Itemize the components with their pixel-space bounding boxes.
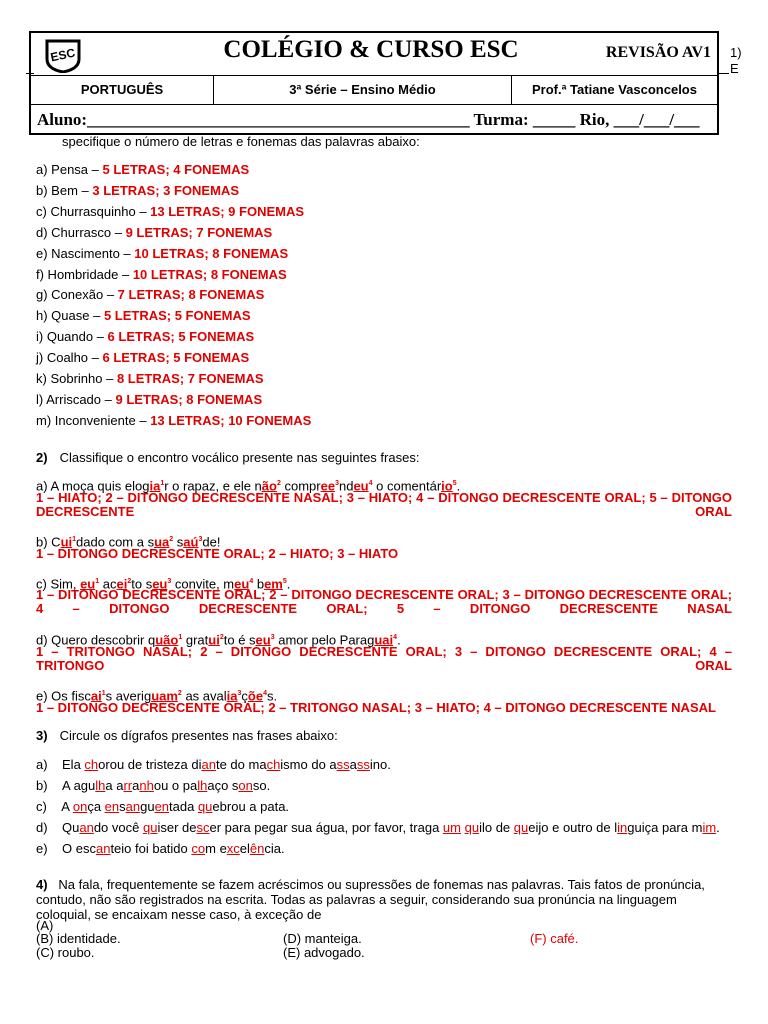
q2-answer-d: 1 – TRITONGO NASAL; 2 – DITONGO DECRESCENTE ORAL; 3 – DITONGO DECRESCENTE ORAL; 4 – TRITONGO ORAL bbox=[36, 644, 732, 673]
q1-item-answer: 10 LETRAS; 8 FONEMAS bbox=[132, 266, 287, 282]
q1-item bbox=[36, 225, 272, 240]
header-title-row bbox=[31, 33, 717, 76]
q2-answer-e: 1 – DITONGO DECRESCENTE ORAL; 2 – TRITONGO NASAL; 3 – HIATO; 4 – DITONGO DECRESCENTE NASAL bbox=[36, 700, 716, 715]
q1-item-label: l) Arriscado – bbox=[36, 391, 116, 407]
q3-number: 3) bbox=[36, 728, 48, 743]
side-note-letter: E bbox=[730, 61, 739, 76]
q3-heading bbox=[36, 728, 338, 743]
right-margin-mark bbox=[719, 73, 729, 74]
q1-item-answer: 6 LETRAS; 5 FONEMAS bbox=[102, 350, 250, 366]
q2-text: Classifique o encontro vocálico presente nas seguintes frases: bbox=[59, 450, 420, 465]
q1-item-label: a) Pensa – bbox=[36, 162, 103, 177]
q4-text: Na fala, frequentemente se fazem acréscimos ou supressões de fonemas nas palavras. Tais fatos de pronúncia, contudo, não são registrados na escrita. Todas as palavras a seguir, considerando sua pronúncia na linguagem coloquial, se encaixam nesse caso, à exceção de bbox=[36, 877, 705, 922]
q2-answer-c: 1 – DITONGO DECRESCENTE ORAL; 2 – DITONGO DECRESCENTE ORAL; 3 – DITONGO DECRESCENTE ORAL; 4 – DITONGO DECRESCENTE ORAL; 5 – DITONGO DECRESCENTE NASAL bbox=[36, 587, 732, 616]
q1-item bbox=[36, 371, 264, 386]
q1-item-label: d) Churrasco – bbox=[36, 224, 126, 240]
q3-sentence-d: d) Quando você quiser descer para pegar sua água, por favor, traga um quilo de queijo e outro de linguiça para mim. bbox=[36, 820, 720, 835]
q1-item bbox=[36, 246, 288, 261]
q4-number: 4) bbox=[36, 877, 48, 892]
q1-item bbox=[36, 308, 251, 323]
q1-item bbox=[36, 329, 254, 344]
q3-sentence-c: c) A onça ensanguentada quebrou a pata. bbox=[36, 799, 290, 814]
q2-answer-a: 1 – HIATO; 2 – DITONGO DECRESCENTE NASAL; 3 – HIATO; 4 – DITONGO DECRESCENTE ORAL; 5 – DITONGO DECRESCENTE ORAL bbox=[36, 490, 732, 519]
svg-text:ESC: ESC bbox=[49, 45, 77, 65]
q2-answer-b: 1 – DITONGO DECRESCENTE ORAL; 2 – HIATO; 3 – HIATO bbox=[36, 546, 399, 561]
school-logo-icon bbox=[41, 39, 85, 73]
q4-text-block bbox=[36, 877, 732, 922]
q1-item bbox=[36, 350, 249, 365]
q4-option-a: (A) bbox=[36, 918, 54, 933]
header-info-row bbox=[31, 76, 717, 105]
q1-item-label: e) Nascimento – bbox=[36, 245, 135, 261]
q1-item bbox=[36, 287, 264, 302]
q1-item-answer: 6 LETRAS; 5 FONEMAS bbox=[107, 329, 255, 345]
q2-sentence-e: e) Os fiscai$^1$s averiguam$^2$ as avalia$^3$çõe$^4$s. bbox=[36, 688, 278, 704]
q2-heading bbox=[36, 450, 419, 465]
side-note-number: 1) bbox=[730, 45, 742, 60]
q1-item-answer: 13 LETRAS; 9 FONEMAS bbox=[150, 203, 305, 219]
q2-sentence-c: c) Sim, $eu^1$ acei$^2$to seu$^3$ convite, meu$^4$ bem$^5$. bbox=[36, 576, 291, 592]
student-line: Aluno:_____________________________________________ Turma: _____ Rio, ___/___/___ bbox=[37, 110, 700, 129]
q1-item-label: k) Sobrinho – bbox=[36, 371, 117, 386]
q1-item-answer: 7 LETRAS; 8 FONEMAS bbox=[117, 287, 265, 303]
q1-item-label: g) Conexão – bbox=[36, 287, 118, 303]
teacher-cell: Prof.ª Tatiane Vasconcelos bbox=[532, 82, 697, 97]
q1-item-answer: 9 LETRAS; 7 FONEMAS bbox=[125, 224, 273, 240]
q1-item-label: m) Inconveniente – bbox=[36, 412, 151, 428]
q1-item-answer: 8 LETRAS; 7 FONEMAS bbox=[116, 371, 264, 386]
q1-item-label: j) Coalho – bbox=[36, 350, 103, 366]
grade-cell: 3ª Série – Ensino Médio bbox=[214, 76, 512, 104]
q1-item bbox=[36, 267, 287, 282]
q1-item bbox=[36, 183, 239, 198]
subject-cell: PORTUGUÊS bbox=[31, 76, 214, 104]
q4-option-c: (C) roubo. bbox=[36, 945, 95, 960]
q1-intro: specifique o número de letras e fonemas das palavras abaixo: bbox=[62, 134, 420, 149]
q2-sentence-d: d) Quero descobrir quão$^1$ gratui$^2$to é seu$^3$ amor pelo Paraguai$^4$. bbox=[36, 632, 401, 648]
q1-item-answer: 9 LETRAS; 8 FONEMAS bbox=[115, 391, 263, 407]
q4-option-d: (D) manteiga. bbox=[283, 931, 362, 946]
q3-sentence-b: b) A agulha arranhou o palhaço sonso. bbox=[36, 778, 271, 793]
q1-item-label: h) Quase – bbox=[36, 308, 104, 324]
side-note bbox=[730, 45, 742, 77]
q1-item bbox=[36, 204, 304, 219]
header-box bbox=[29, 31, 719, 135]
q1-item-answer: 13 LETRAS; 10 FONEMAS bbox=[150, 412, 312, 428]
q1-item-answer: 10 LETRAS; 8 FONEMAS bbox=[134, 245, 289, 261]
q4-option-b: (B) identidade. bbox=[36, 931, 121, 946]
q1-item-label: i) Quando – bbox=[36, 329, 108, 345]
q3-sentence-a: a) Ela chorou de tristeza diante do machismo do assassino. bbox=[36, 757, 391, 772]
q1-item-answer: 5 LETRAS; 4 FONEMAS bbox=[102, 162, 250, 177]
school-name: COLÉGIO & CURSO ESC bbox=[223, 36, 519, 63]
q4-option-f: (F) café. bbox=[530, 931, 579, 946]
q1-item-label: b) Bem – bbox=[36, 182, 93, 198]
q1-item bbox=[36, 162, 249, 177]
q2-sentence-b: b) Cui$^1$dado com a sua$^2$ saú$^3$de! bbox=[36, 534, 221, 550]
q1-item-answer: 5 LETRAS; 5 FONEMAS bbox=[103, 308, 251, 324]
q3-sentence-e: e) O escanteio foi batido com excelência. bbox=[36, 841, 285, 856]
q2-sentence-a: a) A moça quis elogia$^1$r o rapaz, e ele não$^2$ compree$^3$ndeu$^4$ o comentário$^5$. bbox=[36, 478, 461, 494]
q1-item-label: c) Churrasquinho – bbox=[36, 203, 151, 219]
q1-item-answer: 3 LETRAS; 3 FONEMAS bbox=[92, 182, 239, 198]
q1-item bbox=[36, 413, 311, 428]
q1-item-label: f) Hombridade – bbox=[36, 266, 133, 282]
q1-item bbox=[36, 392, 262, 407]
q4-option-e: (E) advogado. bbox=[283, 945, 365, 960]
revision-label: REVISÃO AV1 bbox=[605, 44, 711, 61]
q3-text: Circule os dígrafos presentes nas frases abaixo: bbox=[59, 728, 338, 743]
left-margin-mark bbox=[26, 73, 34, 74]
q2-number: 2) bbox=[36, 450, 48, 465]
